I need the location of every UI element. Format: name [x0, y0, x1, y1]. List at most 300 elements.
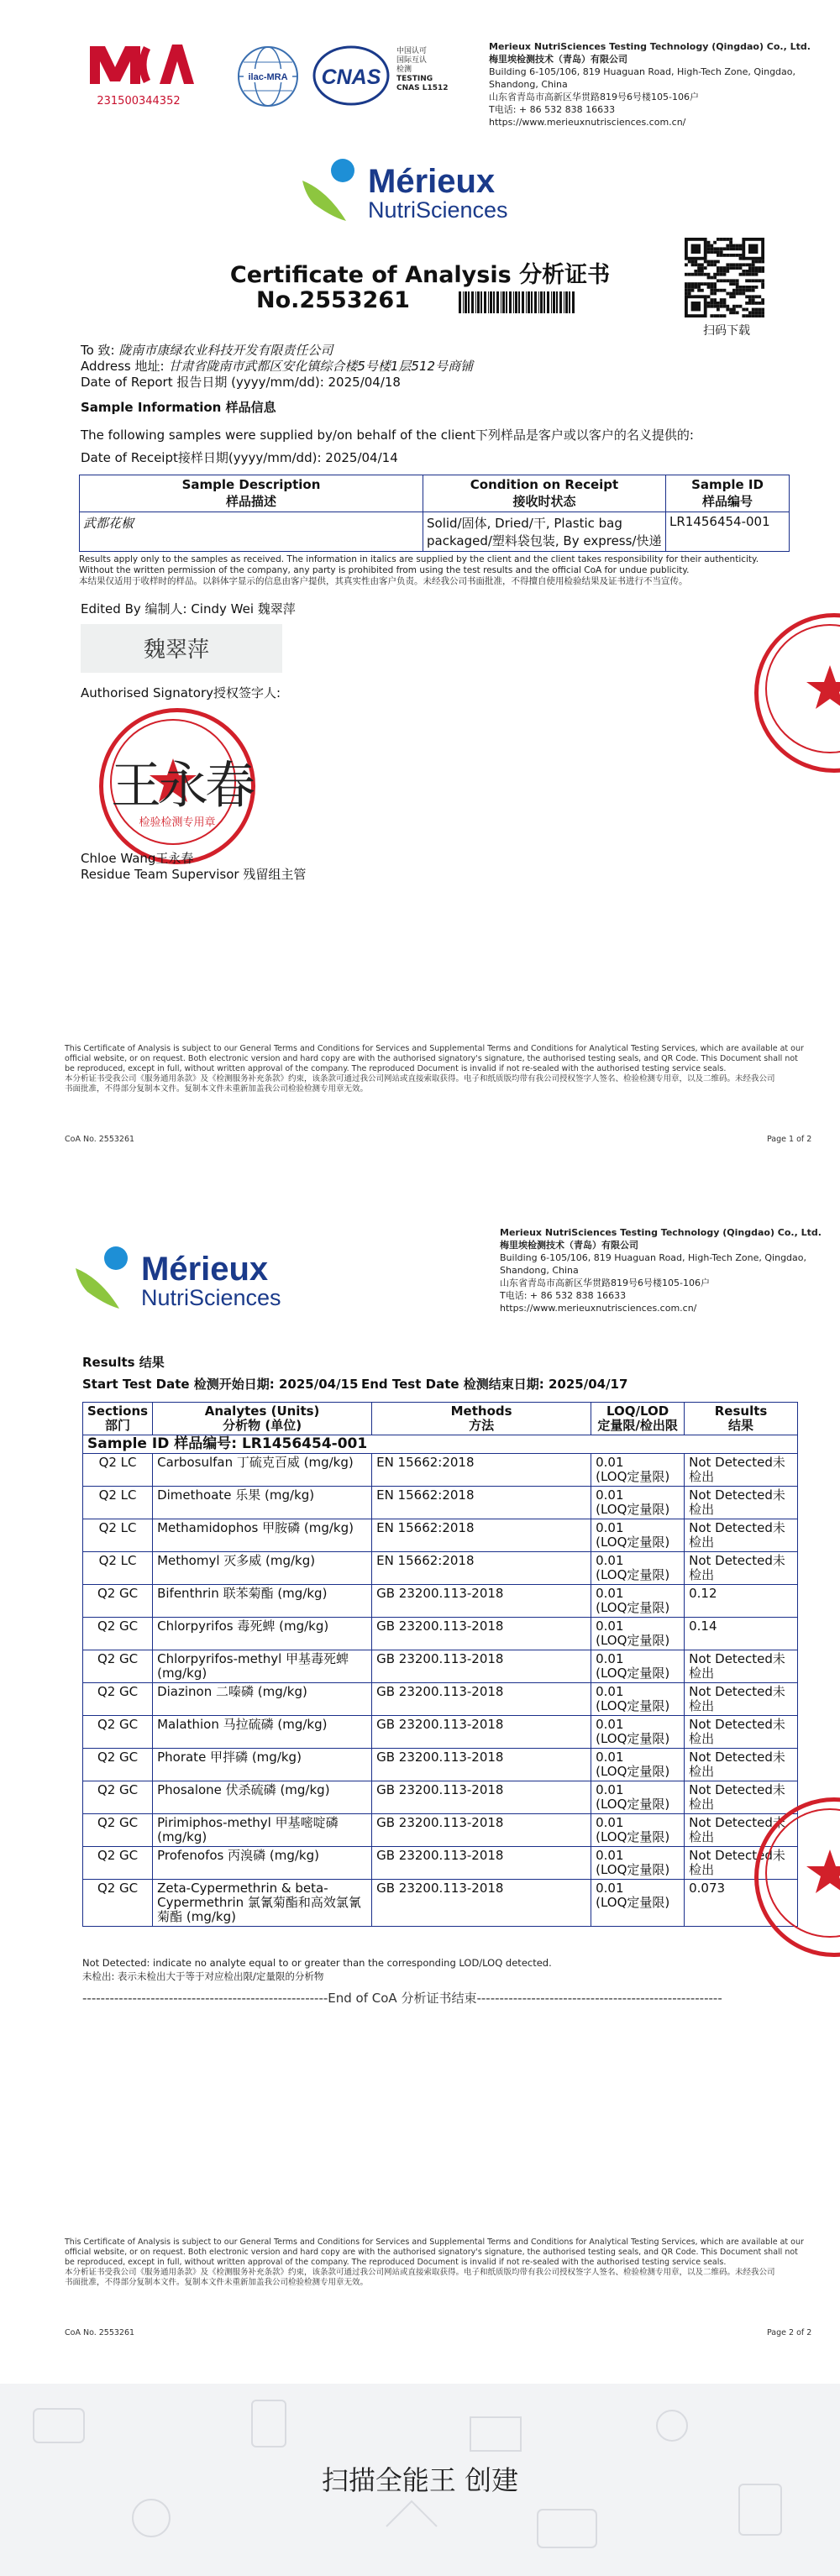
qr-module — [710, 302, 713, 305]
result-cell: Not Detected未检出 — [685, 1454, 798, 1487]
qr-module — [726, 244, 729, 248]
analyte-cell: Methamidophos 甲胺磷 (mg/kg) — [153, 1519, 372, 1552]
qr-module — [723, 314, 727, 317]
terms-line: official website, or on request. Both electronic version and hard copy are with the authorised signatory's signature, the authorised testing seals, and QR Code. This Document shall not — [65, 2248, 798, 2257]
sample-desc-cell: 武都花椒 — [80, 512, 423, 552]
to-value: 陇南市康绿农业科技开发有限责任公司 — [118, 343, 333, 358]
qr-module — [694, 282, 697, 286]
result-cell: Not Detected未检出 — [685, 1814, 798, 1847]
qr-module — [755, 295, 759, 298]
qr-module — [748, 302, 752, 305]
qr-module — [742, 273, 745, 276]
seam-stamp-star-icon — [754, 1797, 840, 1949]
qr-module — [713, 282, 717, 286]
section-cell: Q2 GC — [83, 1781, 153, 1814]
loq-cell — [591, 1454, 685, 1487]
qr-module — [745, 270, 748, 273]
result-cell: Not Detected未检出 — [685, 1552, 798, 1585]
to-label: To 致: — [81, 343, 115, 358]
qr-module — [717, 247, 720, 250]
ilac-logo — [235, 44, 301, 113]
qr-module — [691, 244, 701, 254]
qr-module — [688, 260, 691, 264]
loq-cell — [591, 1749, 685, 1781]
sample-desc-header: Sample Description 样品描述 — [80, 475, 423, 512]
sample-id-header: Sample ID 样品编号 — [666, 475, 790, 512]
barcode-bar — [528, 291, 530, 313]
qr-module — [694, 270, 697, 273]
qr-module — [758, 279, 761, 282]
qr-module — [697, 273, 701, 276]
qr-module — [732, 247, 736, 250]
qr-module — [723, 289, 727, 292]
section-cell: Q2 GC — [83, 1683, 153, 1716]
qr-module — [710, 314, 713, 317]
results-heading: Results 结果 — [82, 1355, 165, 1370]
section-cell: Q2 GC — [83, 1716, 153, 1749]
qr-module — [745, 286, 748, 289]
qr-module — [723, 302, 727, 305]
qr-module — [736, 263, 739, 266]
terms-block — [65, 1044, 821, 1094]
ilac-text: ilac-MRA — [248, 72, 288, 82]
barcode-bar — [515, 291, 517, 313]
barcode-bar — [518, 291, 520, 313]
qr-module — [729, 266, 732, 270]
qr-module — [742, 292, 745, 296]
qr-module — [694, 273, 697, 276]
qr-module — [748, 273, 752, 276]
qr-module — [707, 276, 711, 280]
sample-id-row-cell: Sample ID 样品编号: LR1456454-001 — [83, 1435, 798, 1454]
qr-module — [729, 311, 732, 314]
qr-module — [729, 282, 732, 286]
section-cell: Q2 LC — [83, 1519, 153, 1552]
qr-module — [701, 273, 704, 276]
sample-info-heading: Sample Information 样品信息 — [81, 400, 276, 415]
qr-module — [726, 305, 729, 308]
not-detected-note-cn: 未检出: 表示未检出大于等于对应检出限/定量限的分析物 — [82, 1970, 324, 1982]
qr-module — [713, 273, 717, 276]
merieux-wordmark: Mérieux — [368, 163, 496, 200]
disclaimer-line: Results apply only to the samples as received. The information in italics are supplied by the client and the client takes responsibility for their authenticity. — [79, 554, 759, 564]
loq-value: 0.01 — [596, 1651, 624, 1666]
barcode-bar — [490, 291, 492, 313]
qr-module — [710, 282, 713, 286]
analyte-cell: Pirimiphos-methyl 甲基嘧啶磷 (mg/kg) — [153, 1814, 372, 1847]
qr-module — [717, 254, 720, 257]
seam-stamp — [754, 613, 840, 773]
loq-value: 0.01 — [596, 1684, 624, 1699]
qr-module — [742, 263, 745, 266]
qr-module — [761, 314, 764, 317]
result-cell: Not Detected未检出 — [685, 1519, 798, 1552]
qr-module — [742, 308, 745, 312]
section-cell: Q2 LC — [83, 1487, 153, 1519]
result-cell: 0.073 — [685, 1880, 798, 1927]
qr-module — [704, 266, 707, 270]
result-cell: Not Detected未检出 — [685, 1716, 798, 1749]
qr-module — [739, 305, 743, 308]
qr-module — [755, 273, 759, 276]
loq-unit: (LOQ定量限) — [596, 1764, 670, 1779]
lab-address-line: Shandong, China — [500, 1265, 579, 1276]
analyte-cell: Carbosulfan 丁硫克百威 (mg/kg) — [153, 1454, 372, 1487]
qr-module — [755, 286, 759, 289]
qr-module — [752, 260, 755, 264]
qr-module — [691, 273, 695, 276]
result-cell: Not Detected未检出 — [685, 1487, 798, 1519]
qr-module — [755, 308, 759, 312]
qr-module — [701, 282, 704, 286]
barcode-bar — [569, 291, 570, 313]
qr-module — [691, 260, 695, 264]
method-cell: GB 23200.113-2018 — [372, 1814, 591, 1847]
terms-line: be reproduced, except in full, without written approval of the company. The reproduced Document is invalid if not re-sealed with the authorised testing service seals. — [65, 1064, 727, 1073]
qr-module — [723, 279, 727, 282]
page-number: Page 1 of 2 — [767, 1135, 812, 1144]
qr-module — [736, 282, 739, 286]
method-cell: EN 15662:2018 — [372, 1454, 591, 1487]
qr-module — [752, 266, 755, 270]
qr-module — [748, 263, 752, 266]
qr-module — [710, 260, 713, 264]
qr-module — [701, 289, 704, 292]
qr-module — [717, 289, 720, 292]
qr-module — [710, 244, 713, 248]
qr-module — [752, 273, 755, 276]
qr-module — [713, 241, 717, 244]
result-cell: Not Detected未检出 — [685, 1749, 798, 1781]
section-cell: Q2 GC — [83, 1585, 153, 1618]
loq-value: 0.01 — [596, 1520, 624, 1535]
qr-module — [694, 263, 697, 266]
qr-module — [729, 279, 732, 282]
qr-module — [742, 289, 745, 292]
results-row — [83, 1683, 798, 1716]
qr-module — [685, 289, 688, 292]
lab-name-en: Merieux NutriSciences Testing Technology (Qingdao) Co., Ltd. — [500, 1227, 822, 1238]
qr-module — [717, 270, 720, 273]
qr-module — [710, 286, 713, 289]
cnas-caption-line: 检测 — [396, 66, 412, 74]
qr-module — [707, 263, 711, 266]
certificate-title: Certificate of Analysis 分析证书 — [229, 262, 611, 288]
qr-module — [761, 279, 764, 282]
qr-module — [736, 289, 739, 292]
qr-module — [748, 286, 752, 289]
method-cell: EN 15662:2018 — [372, 1487, 591, 1519]
qr-module — [739, 266, 743, 270]
qr-module — [729, 247, 732, 250]
barcode-bar — [493, 291, 495, 313]
method-cell: GB 23200.113-2018 — [372, 1716, 591, 1749]
barcode-bar — [543, 291, 545, 313]
qr-module — [752, 314, 755, 317]
qr-module — [761, 302, 764, 305]
qr-module — [736, 247, 739, 250]
qr-module — [752, 308, 755, 312]
qr-module — [720, 266, 723, 270]
qr-module — [758, 311, 761, 314]
address-value: 甘肃省陇南市武都区安化镇综合楼5号楼1层512号商铺 — [168, 359, 474, 374]
barcode-bar — [559, 291, 562, 313]
barcode-bar — [538, 291, 539, 313]
method-cell: GB 23200.113-2018 — [372, 1847, 591, 1880]
qr-module — [707, 302, 711, 305]
condition-cell: Solid/固体, Dried/干, Plastic bag packaged/塑料袋包装, By express/快递 — [423, 512, 666, 552]
loq-cell — [591, 1683, 685, 1716]
lab-address-cn: 山东省青岛市高新区华贯路819号6号楼105-106户 — [489, 92, 699, 102]
section-cell: Q2 GC — [83, 1847, 153, 1880]
certificate-number: No.2553261 — [256, 287, 410, 313]
barcode-bar — [513, 291, 514, 313]
qr-module — [761, 260, 764, 264]
qr-module — [717, 266, 720, 270]
loq-value: 0.01 — [596, 1782, 624, 1797]
qr-module — [707, 305, 711, 308]
terms-block — [65, 2238, 821, 2288]
end-of-coa: ------------------------------------------------------End of CoA 分析证书结束------------------------------------------------------ — [82, 1991, 722, 2006]
signatory-name: Chloe Wang王永春 — [81, 851, 194, 866]
section-cell: Q2 GC — [83, 1749, 153, 1781]
qr-module — [713, 292, 717, 296]
qr-module — [697, 282, 701, 286]
page-number: Page 2 of 2 — [767, 2328, 812, 2337]
authorised-signatory-label: Authorised Signatory授权签字人: — [81, 685, 281, 700]
method-cell: GB 23200.113-2018 — [372, 1650, 591, 1683]
methods-header: Methods 方法 — [372, 1403, 591, 1435]
qr-module — [723, 254, 727, 257]
results-row — [83, 1749, 798, 1781]
coa-number-footer: CoA No. 2553261 — [65, 2328, 135, 2337]
analyte-cell: Phosalone 伏杀硫磷 (mg/kg) — [153, 1781, 372, 1814]
barcode-bar — [502, 291, 505, 313]
lab-website: https://www.merieuxnutrisciences.com.cn/ — [489, 117, 686, 128]
qr-module — [732, 266, 736, 270]
qr-module — [752, 298, 755, 302]
qr-module — [729, 308, 732, 312]
barcode-bar — [480, 291, 482, 313]
qr-module — [732, 295, 736, 298]
sample-table-header — [80, 475, 790, 512]
cnas-logo — [312, 44, 390, 111]
qr-module — [717, 260, 720, 264]
qr-module — [691, 286, 695, 289]
result-cell: Not Detected未检出 — [685, 1847, 798, 1880]
loq-unit: (LOQ定量限) — [596, 1862, 670, 1877]
terms-line: 书面批准，不得部分复制本文件。复制本文件未重新加盖我公司检验检测专用章无效。 — [65, 1084, 369, 1094]
barcode-bar — [531, 291, 533, 313]
qr-module — [732, 282, 736, 286]
qr-module — [736, 266, 739, 270]
section-cell: Q2 GC — [83, 1880, 153, 1927]
terms-line: official website, or on request. Both electronic version and hard copy are with the authorised signatory's signature, the authorised testing seals, and QR Code. This Document shall not — [65, 1054, 798, 1063]
qr-module — [701, 270, 704, 273]
qr-module — [736, 244, 739, 248]
loq-unit: (LOQ定量限) — [596, 1600, 670, 1615]
qr-module — [701, 263, 704, 266]
cnas-caption — [396, 47, 449, 93]
qr-module — [701, 266, 704, 270]
editor-signature — [81, 624, 282, 673]
terms-line: 本分析证书受我公司《服务通用条款》及《检测服务补充条款》约束，该条款可通过我公司网站或直接索取获得。电子和纸质版均带有我公司授权签字人签名、检验检测专用章，以及二维码。未经我公司 — [65, 2268, 775, 2277]
results-row — [83, 1781, 798, 1814]
results-table — [82, 1402, 798, 1927]
barcode-bar — [522, 291, 524, 313]
loq-value: 0.01 — [596, 1586, 624, 1601]
qr-module — [726, 247, 729, 250]
qr-module — [726, 308, 729, 312]
qr-module — [739, 247, 743, 250]
barcode-bar — [465, 291, 467, 313]
qr-module — [755, 311, 759, 314]
lab-phone: T电话: + 86 532 838 16633 — [489, 104, 616, 115]
qr-module — [713, 289, 717, 292]
qr-module — [729, 244, 732, 248]
qr-module — [704, 273, 707, 276]
cnas-text: CNAS — [321, 66, 381, 89]
signatory-title: Residue Team Supervisor 残留组主管 — [81, 867, 307, 882]
report-date: Date of Report 报告日期 (yyyy/mm/dd): 2025/04/18 — [81, 375, 401, 390]
qr-module — [685, 273, 688, 276]
qr-module — [755, 302, 759, 305]
loq-unit: (LOQ定量限) — [596, 1567, 670, 1582]
method-cell: EN 15662:2018 — [372, 1519, 591, 1552]
qr-module — [758, 314, 761, 317]
qr-module — [758, 295, 761, 298]
qr-module — [720, 314, 723, 317]
qr-module — [710, 289, 713, 292]
qr-module — [736, 305, 739, 308]
loq-unit: (LOQ定量限) — [596, 1535, 670, 1550]
qr-module — [745, 308, 748, 312]
qr-module — [745, 289, 748, 292]
qr-download-label: 扫码下载 — [703, 324, 750, 338]
terms-line: 书面批准，不得部分复制本文件。复制本文件未重新加盖我公司检验检测专用章无效。 — [65, 2278, 369, 2287]
page-1 — [0, 0, 840, 1159]
qr-module — [761, 270, 764, 273]
barcode-bar — [471, 291, 474, 313]
qr-module — [717, 314, 720, 317]
barcode-bar — [477, 291, 480, 313]
loq-value: 0.01 — [596, 1553, 624, 1568]
qr-module — [691, 263, 695, 266]
qr-module — [758, 266, 761, 270]
section-cell: Q2 GC — [83, 1618, 153, 1650]
qr-module — [713, 298, 717, 302]
results-row — [83, 1618, 798, 1650]
qr-module — [736, 279, 739, 282]
receipt-date: Date of Receipt接样日期(yyyy/mm/dd): 2025/04/14 — [81, 450, 398, 465]
qr-module — [707, 241, 711, 244]
cma-mark-icon — [80, 38, 197, 90]
qr-module — [739, 244, 743, 248]
results-table-header — [83, 1403, 798, 1435]
qr-module — [732, 292, 736, 296]
qr-module — [720, 250, 723, 254]
cnas-caption-line: TESTING — [396, 75, 433, 83]
barcode-bar — [496, 291, 499, 313]
qr-module — [697, 263, 701, 266]
qr-module — [736, 254, 739, 257]
qr-module — [697, 270, 701, 273]
sample-statement: The following samples were supplied by/on behalf of the client下列样品是客户或以客户的名义提供的: — [81, 428, 694, 443]
barcode-bar — [506, 291, 507, 313]
analyte-cell: Malathion 马拉硫磷 (mg/kg) — [153, 1716, 372, 1749]
qr-module — [720, 279, 723, 282]
barcode-bar — [556, 291, 558, 313]
qr-code-icon[interactable] — [685, 238, 764, 317]
scanner-banner-text: 扫描全能王 创建 — [321, 2464, 519, 2496]
not-detected-note: Not Detected: indicate no analyte equal to or greater than the corresponding LOD/LOQ detected. — [82, 1957, 552, 1969]
loq-value: 0.01 — [596, 1717, 624, 1732]
qr-module — [761, 308, 764, 312]
qr-module — [723, 273, 727, 276]
barcode-bar — [540, 291, 543, 313]
results-row — [83, 1880, 798, 1927]
analyte-cell: Dimethoate 乐果 (mg/kg) — [153, 1487, 372, 1519]
qr-module — [758, 260, 761, 264]
barcode-bar — [565, 291, 568, 313]
qr-module — [748, 311, 752, 314]
loq-unit: (LOQ定量限) — [596, 1731, 670, 1746]
loq-cell — [591, 1880, 685, 1927]
barcode-bar — [509, 291, 512, 313]
loq-unit: (LOQ定量限) — [596, 1666, 670, 1681]
cma-number: 231500344352 — [97, 95, 181, 108]
loq-cell — [591, 1519, 685, 1552]
qr-module — [707, 260, 711, 264]
qr-module — [736, 292, 739, 296]
qr-module — [685, 292, 688, 296]
qr-module — [697, 289, 701, 292]
qr-module — [729, 292, 732, 296]
qr-module — [739, 292, 743, 296]
qr-module — [748, 289, 752, 292]
loq-unit: (LOQ定量限) — [596, 1895, 670, 1910]
qr-module — [726, 279, 729, 282]
lab-website: https://www.merieuxnutrisciences.com.cn/ — [500, 1303, 697, 1314]
loq-unit: (LOQ定量限) — [596, 1502, 670, 1517]
loq-cell — [591, 1814, 685, 1847]
client-block — [81, 343, 669, 391]
qr-module — [720, 273, 723, 276]
qr-module — [732, 308, 736, 312]
terms-line: This Certificate of Analysis is subject to our General Terms and Conditions for Services and Supplemental Terms and Conditions for Analytical Testing Services, which are available at our — [65, 2238, 804, 2247]
qr-module — [729, 254, 732, 257]
qr-module — [755, 260, 759, 264]
loq-cell — [591, 1552, 685, 1585]
qr-module — [717, 305, 720, 308]
loq-cell — [591, 1618, 685, 1650]
qr-module — [707, 282, 711, 286]
method-cell: GB 23200.113-2018 — [372, 1749, 591, 1781]
method-cell: GB 23200.113-2018 — [372, 1880, 591, 1927]
qr-module — [713, 250, 717, 254]
qr-module — [713, 305, 717, 308]
analyte-cell: Methomyl 灭多威 (mg/kg) — [153, 1552, 372, 1585]
qr-module — [732, 289, 736, 292]
result-cell: 0.14 — [685, 1618, 798, 1650]
qr-module — [732, 311, 736, 314]
qr-module — [739, 254, 743, 257]
qr-module — [752, 270, 755, 273]
results-row — [83, 1716, 798, 1749]
qr-module — [752, 286, 755, 289]
results-row — [83, 1585, 798, 1618]
qr-module — [745, 273, 748, 276]
